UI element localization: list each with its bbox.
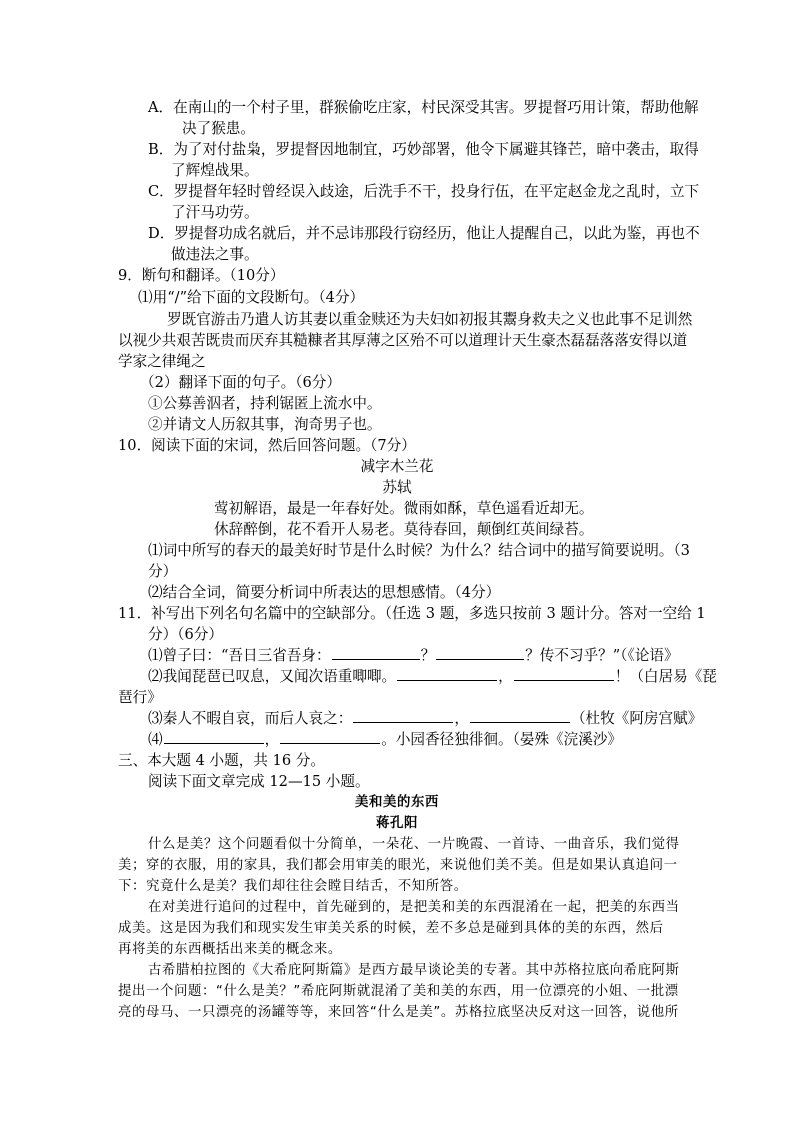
q11-item4	[148, 729, 622, 750]
blank[interactable]	[470, 709, 570, 723]
article-author: 蒋孔阳	[376, 816, 418, 831]
q11-item1-mark1: ？	[420, 647, 436, 664]
q11-item1-suffix: ？传不习乎？”（《论语》	[525, 647, 679, 664]
poem-author: 苏轼	[382, 479, 412, 496]
option-c-line1: C．罗提督年轻时曾经误入歧途，后洗手不干，投身行伍，在平定赵金龙之乱时，立下	[148, 183, 700, 200]
q11-item4-suffix: 。小园香径独徘徊。（晏殊《浣溪沙》	[381, 731, 623, 748]
q9-passage-line3: 学家之律绳之	[118, 353, 206, 370]
q11-item3-prefix: ⑶秦人不暇自哀，而后人哀之：	[148, 710, 353, 727]
q11-item1	[148, 645, 679, 666]
blank[interactable]	[332, 646, 420, 660]
q9-sentence1: ①公募善泅者，持利锯匿上流水中。	[148, 395, 382, 412]
blank[interactable]	[353, 709, 453, 723]
q10-title: 10．阅读下面的宋词，然后回答问题。（7分）	[118, 437, 416, 454]
article-p2-line1: 在对美进行追问的过程中，首先碰到的，是把美和美的东西混淆在一起，把美的东西当	[148, 900, 680, 915]
article-p2-line3: 再将美的东西概括出来美的概念来。	[118, 942, 342, 957]
option-b-line1: B．为了对付盐枭，罗提督因地制宜，巧妙部署，他令下属避其锋芒，暗中袭击，取得	[148, 141, 699, 158]
q11-item2-comma: ，	[498, 668, 513, 685]
q10-sub1-line1: ⑴词中所写的春天的最美好时节是什么时候？为什么？结合词中的描写简要说明。（3	[148, 542, 690, 559]
article-p1-line2: 美；穿的衣服，用的家具，我们都会用审美的眼光，来说他们美不美。但是如果认真追问一	[118, 858, 678, 873]
blank[interactable]	[164, 730, 264, 744]
q11-item3-suffix: （杜牧《阿房宫赋》	[570, 710, 703, 727]
option-a-line2: 决了猴患。	[182, 120, 255, 137]
section3-intro: 阅读下面文章完成 12—15 小题。	[148, 773, 370, 790]
q10-sub2: ⑵结合全词，简要分析词中所表达的思想感情。（4分）	[148, 584, 501, 601]
option-d-line1: D．罗提督功成名就后，并不忌讳那段行窃经历，他让人提醒自己，以此为鉴，再也不	[148, 225, 700, 242]
q11-item4-prefix: ⑷	[148, 731, 163, 748]
q11-title-line2: 分）（6分）	[148, 626, 223, 643]
q11-item2-suffix: ！（白居易《琵	[614, 668, 717, 685]
blank[interactable]	[280, 730, 380, 744]
q11-item1-prefix: ⑴曾子曰：“吾日三省吾身：	[148, 647, 331, 664]
article-p3-line1: 古希腊柏拉图的《大希庇阿斯篇》是西方最早谈论美的专著。其中苏格拉底向希庇阿斯	[148, 963, 680, 978]
section3-title: 三、本大题 4 小题，共 16 分。	[118, 752, 325, 769]
q11-item2-continued: 琶行》	[118, 689, 162, 706]
blank[interactable]	[436, 646, 524, 660]
q9-passage-line1: 罗既官游击乃遣人访其妻以重金赎还为夫妇如初报其鬻身救夫之义也此事不足训然	[167, 311, 693, 328]
blank[interactable]	[397, 667, 497, 681]
option-b-line2: 了辉煌战果。	[171, 162, 259, 179]
q9-sentence2: ②并请文人历叙其事，洵奇男子也。	[148, 416, 382, 433]
article-p1-line3: 下：究竟什么是美？我们却往往会瞠目结舌，不知所答。	[118, 879, 468, 894]
article-p3-line3: 亮的母马、一只漂亮的汤罐等等，来回答“什么是美”。苏格拉底坚决反对这一回答，说他所	[118, 1005, 679, 1020]
poem-line2: 休辞醉倒，花不看开人易老。莫待春回，颠倒红英间绿苔。	[214, 521, 594, 538]
q9-part2-heading: （2）翻译下面的句子。（6分）	[140, 374, 341, 391]
option-d-line2: 做违法之事。	[171, 246, 259, 263]
article-p1-line1: 什么是美？这个问题看似十分简单，一朵花、一片晚霞、一首诗、一曲音乐，我们觉得	[148, 837, 680, 852]
q11-item4-comma: ，	[264, 731, 280, 748]
article-title: 美和美的东西	[355, 795, 439, 810]
q9-part1-heading: ⑴用“/”给下面的文段断句。（4分）	[138, 289, 365, 306]
option-c-line2: 了汗马功劳。	[171, 204, 259, 221]
q11-item3-comma: ，	[454, 710, 469, 727]
poem-title: 减字木兰花	[360, 458, 434, 475]
article-p3-line2: 提出一个问题：“什么是美？”希庇阿斯就混淆了美和美的东西，用一位漂亮的小姐、一批漂	[118, 984, 679, 999]
q11-item3	[148, 708, 702, 729]
q10-sub1-line2: 分）	[148, 563, 178, 580]
option-a-line1: A．在南山的一个村子里，群猴偷吃庄家，村民深受其害。罗提督巧用计策，帮助他解	[148, 99, 699, 116]
q11-item2-prefix: ⑵我闻琵琶已叹息，又闻次语重唧唧。	[148, 668, 397, 685]
article-p2-line2: 成美。这是因为我们和现实发生审美关系的时候，差不多总是碰到具体的美的东西，然后	[118, 921, 664, 936]
q9-passage-line2: 以视少共艰苦既贵而厌弃其糙糠者其厚薄之区殆不可以道理计天生豪杰磊磊落落安得以道	[118, 332, 688, 349]
q11-item2	[148, 666, 717, 687]
blank[interactable]	[514, 667, 614, 681]
q9-title: 9．断句和翻译。（10分）	[118, 267, 285, 284]
q11-title-line1: 11．补写出下列名句名篇中的空缺部分。（任选 3 题，多选只按前 3 题计分。答对一空给 1	[118, 605, 706, 622]
poem-line1: 莺初解语，最是一年春好处。微雨如酥，草色遥看近却无。	[214, 500, 594, 517]
